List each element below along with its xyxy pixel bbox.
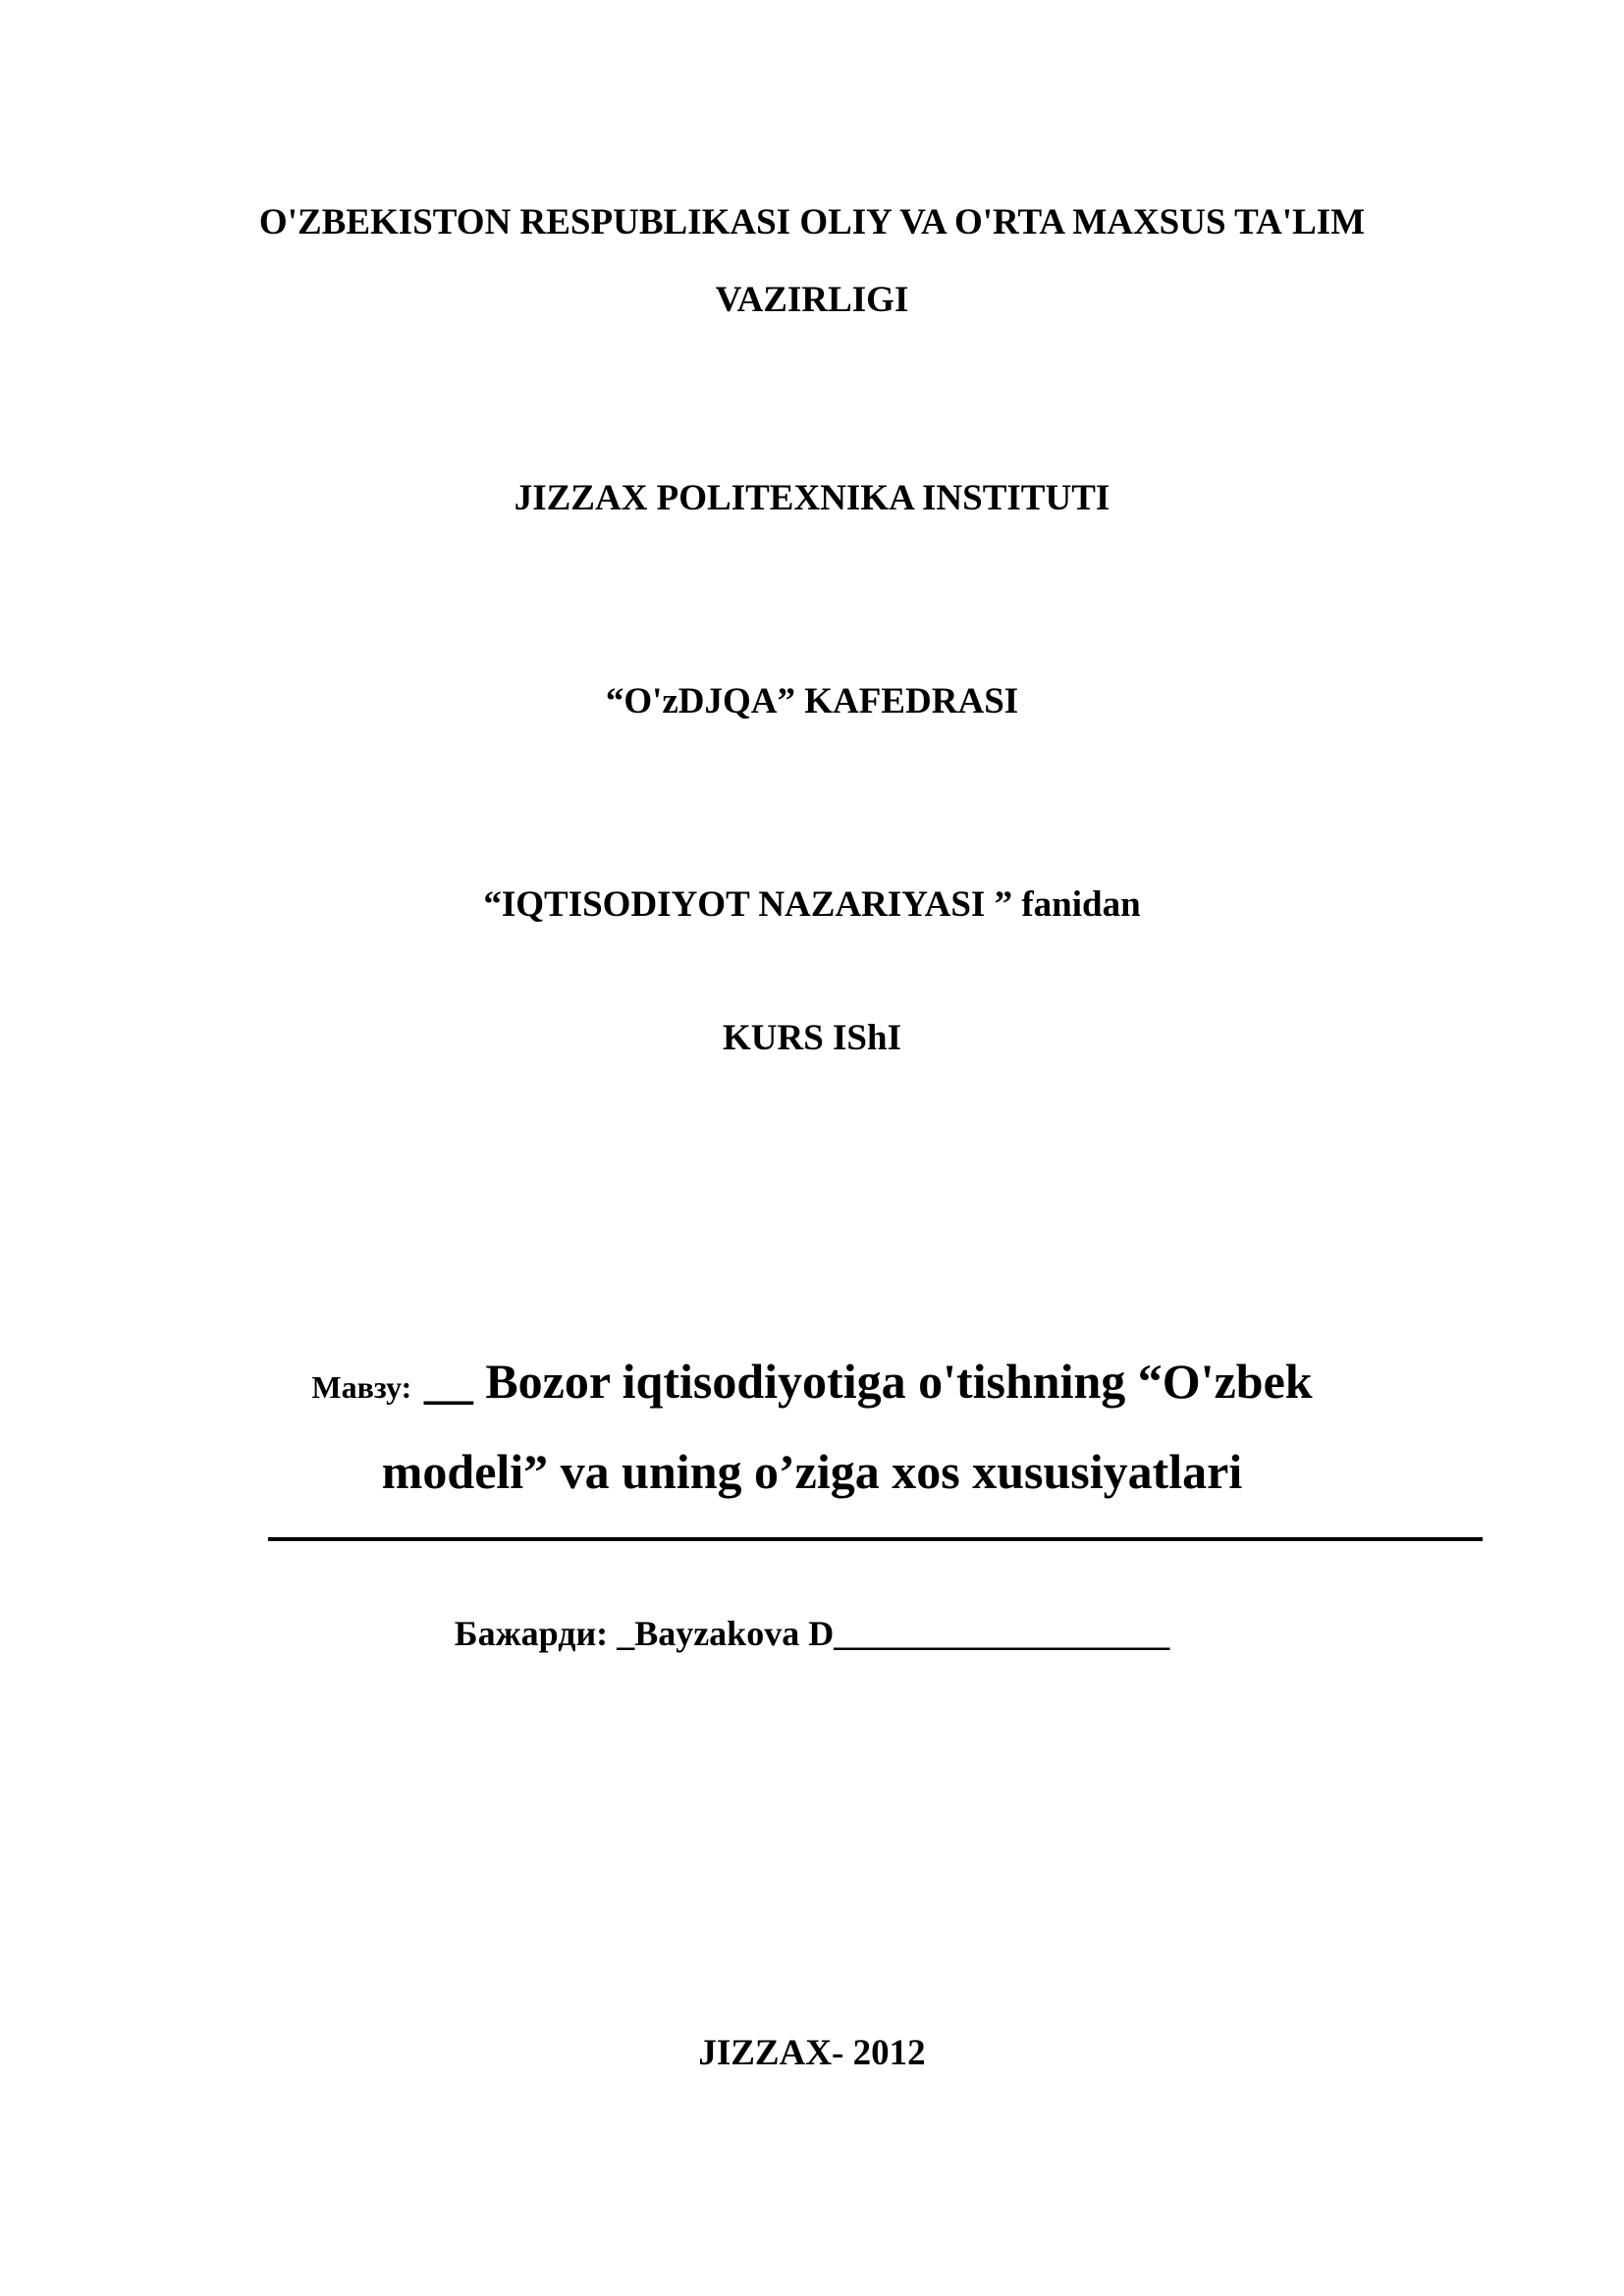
- author-row: [0, 1613, 1624, 1654]
- author-label: Бажарди:: [454, 1614, 609, 1653]
- topic-title-line2: modeli” va uning o’ziga xos xususiyatlari: [381, 1444, 1243, 1499]
- topic-title-line1: Bozor iqtisodiyotiga o'tishning “O'zbek: [485, 1354, 1313, 1409]
- department-name: “O'zDJQA” KAFEDRASI: [605, 681, 1019, 721]
- topic-underline: [268, 1537, 1483, 1541]
- institute-name: JIZZAX POLITEXNIKA INSTITUTI: [514, 478, 1110, 518]
- subject-name: “IQTISODIYOT NAZARIYASI ” fanidan: [483, 884, 1141, 925]
- topic-label: Мавзу:: [311, 1369, 412, 1405]
- topic-separator: __: [423, 1354, 473, 1409]
- work-type: KURS IShI: [722, 1018, 901, 1058]
- city-year: JIZZAX- 2012: [698, 2033, 926, 2073]
- topic-line1: [0, 1353, 1624, 1410]
- ministry-title-line2: VAZIRLIGI: [715, 280, 909, 320]
- author-name: _Bayzakova D___________________: [617, 1614, 1170, 1653]
- ministry-title-line1: O'ZBEKISTON RESPUBLIKASI OLIY VA O'RTA MAXSUS TA'LIM: [258, 202, 1366, 242]
